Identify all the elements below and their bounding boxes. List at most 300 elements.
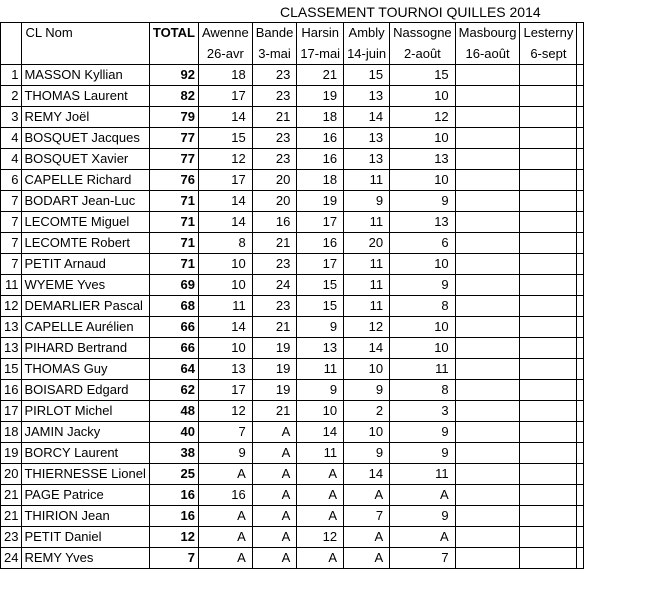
score-cell: A <box>252 548 297 569</box>
name-cell: PAGE Patrice <box>22 485 149 506</box>
empty-cell <box>577 170 584 191</box>
table-row <box>1 107 584 128</box>
score-cell: 16 <box>252 212 297 233</box>
score-cell: 10 <box>198 338 252 359</box>
score-cell <box>455 506 520 527</box>
score-cell: 9 <box>198 443 252 464</box>
score-cell: 15 <box>198 128 252 149</box>
total-cell: 25 <box>149 464 198 485</box>
rank-cell: 7 <box>1 233 22 254</box>
score-cell <box>455 443 520 464</box>
name-cell: BOISARD Edgard <box>22 380 149 401</box>
score-cell: 9 <box>390 422 456 443</box>
score-cell: 23 <box>252 149 297 170</box>
score-cell <box>520 128 577 149</box>
score-cell: 15 <box>297 275 344 296</box>
rank-cell: 24 <box>1 548 22 569</box>
table-row <box>1 464 584 485</box>
empty-cell <box>577 191 584 212</box>
score-cell <box>455 359 520 380</box>
score-cell: A <box>297 485 344 506</box>
score-cell <box>520 275 577 296</box>
name-cell: CAPELLE Richard <box>22 170 149 191</box>
score-cell: 11 <box>344 170 390 191</box>
table-row <box>1 212 584 233</box>
score-cell: 10 <box>198 275 252 296</box>
score-cell: 17 <box>198 380 252 401</box>
score-cell: 3 <box>390 401 456 422</box>
empty-cell <box>577 233 584 254</box>
name-cell: PETIT Daniel <box>22 527 149 548</box>
score-cell <box>455 275 520 296</box>
score-cell: 16 <box>297 149 344 170</box>
score-cell: 9 <box>390 191 456 212</box>
score-cell: 14 <box>198 107 252 128</box>
rank-cell: 6 <box>1 170 22 191</box>
score-cell <box>520 191 577 212</box>
total-cell: 66 <box>149 317 198 338</box>
score-cell: 23 <box>252 65 297 86</box>
name-cell: BOSQUET Jacques <box>22 128 149 149</box>
name-cell: PIRLOT Michel <box>22 401 149 422</box>
empty-cell <box>577 149 584 170</box>
score-cell: 20 <box>344 233 390 254</box>
empty-cell <box>577 401 584 422</box>
score-cell <box>520 233 577 254</box>
table-row <box>1 275 584 296</box>
name-cell: BOSQUET Xavier <box>22 149 149 170</box>
header-cell <box>22 44 149 65</box>
name-cell: REMY Joël <box>22 107 149 128</box>
score-cell: 12 <box>297 527 344 548</box>
score-cell: 11 <box>344 275 390 296</box>
score-cell <box>455 86 520 107</box>
score-cell: 19 <box>297 86 344 107</box>
empty-cell <box>577 128 584 149</box>
score-cell: 8 <box>198 233 252 254</box>
table-row <box>1 191 584 212</box>
total-cell: 82 <box>149 86 198 107</box>
table-row <box>1 149 584 170</box>
table-row <box>1 401 584 422</box>
score-cell <box>520 380 577 401</box>
name-cell: THOMAS Guy <box>22 359 149 380</box>
header-cell <box>1 44 22 65</box>
score-cell: A <box>390 527 456 548</box>
score-cell: 13 <box>344 149 390 170</box>
score-cell <box>520 86 577 107</box>
score-cell <box>455 254 520 275</box>
score-cell: 14 <box>198 317 252 338</box>
rank-cell: 2 <box>1 86 22 107</box>
score-cell: 17 <box>198 170 252 191</box>
total-cell: 69 <box>149 275 198 296</box>
score-cell: 15 <box>344 65 390 86</box>
score-cell <box>455 464 520 485</box>
empty-cell <box>577 506 584 527</box>
score-cell: 10 <box>198 254 252 275</box>
score-cell <box>455 149 520 170</box>
score-cell: 13 <box>344 86 390 107</box>
table-row <box>1 86 584 107</box>
score-cell: 17 <box>198 86 252 107</box>
empty-cell <box>577 359 584 380</box>
score-cell: 11 <box>390 359 456 380</box>
score-cell: 14 <box>344 464 390 485</box>
table-row <box>1 170 584 191</box>
sheet-title: CLASSEMENT TOURNOI QUILLES 2014 <box>280 4 541 20</box>
empty-cell <box>577 275 584 296</box>
header-date: 16-août <box>455 44 520 65</box>
name-cell: LECOMTE Robert <box>22 233 149 254</box>
table-row <box>1 422 584 443</box>
header-cell <box>577 44 584 65</box>
name-cell: LECOMTE Miguel <box>22 212 149 233</box>
score-cell: A <box>198 464 252 485</box>
rank-cell: 11 <box>1 275 22 296</box>
score-cell <box>520 464 577 485</box>
score-cell: 19 <box>252 338 297 359</box>
score-cell: 12 <box>344 317 390 338</box>
score-cell: 15 <box>297 296 344 317</box>
score-cell <box>520 422 577 443</box>
table-row <box>1 254 584 275</box>
header-venue: Awenne <box>198 23 252 44</box>
score-cell: 14 <box>198 212 252 233</box>
total-cell: 62 <box>149 380 198 401</box>
header-cell <box>149 44 198 65</box>
table-row <box>1 65 584 86</box>
score-cell <box>455 233 520 254</box>
score-cell <box>520 254 577 275</box>
total-cell: 77 <box>149 149 198 170</box>
score-cell: 20 <box>252 170 297 191</box>
score-cell <box>520 170 577 191</box>
name-cell: PIHARD Bertrand <box>22 338 149 359</box>
score-cell: 7 <box>198 422 252 443</box>
table-row <box>1 296 584 317</box>
score-cell: 10 <box>390 338 456 359</box>
score-cell: 13 <box>198 359 252 380</box>
score-cell: 10 <box>344 359 390 380</box>
score-cell: 14 <box>297 422 344 443</box>
table-row <box>1 527 584 548</box>
table-row <box>1 443 584 464</box>
score-cell: 18 <box>297 170 344 191</box>
name-cell: DEMARLIER Pascal <box>22 296 149 317</box>
empty-cell <box>577 527 584 548</box>
total-cell: 7 <box>149 548 198 569</box>
score-cell <box>455 338 520 359</box>
score-cell: A <box>297 548 344 569</box>
score-cell <box>520 359 577 380</box>
score-cell: 9 <box>344 443 390 464</box>
empty-cell <box>577 317 584 338</box>
score-cell <box>455 128 520 149</box>
rank-cell: 4 <box>1 149 22 170</box>
table-row <box>1 548 584 569</box>
rank-cell: 12 <box>1 296 22 317</box>
empty-cell <box>577 254 584 275</box>
name-cell: THIERNESSE Lionel <box>22 464 149 485</box>
score-cell: A <box>252 422 297 443</box>
rank-cell: 17 <box>1 401 22 422</box>
table-row <box>1 128 584 149</box>
total-cell: 40 <box>149 422 198 443</box>
score-cell: 23 <box>252 86 297 107</box>
name-cell: MASSON Kyllian <box>22 65 149 86</box>
score-cell <box>455 317 520 338</box>
table-row <box>1 380 584 401</box>
score-cell: 9 <box>390 275 456 296</box>
total-cell: 77 <box>149 128 198 149</box>
score-cell <box>455 65 520 86</box>
score-cell <box>520 548 577 569</box>
score-cell: 16 <box>198 485 252 506</box>
score-cell: 12 <box>198 401 252 422</box>
name-cell: CAPELLE Aurélien <box>22 317 149 338</box>
score-cell: 23 <box>252 128 297 149</box>
score-cell <box>455 485 520 506</box>
rank-cell: 7 <box>1 212 22 233</box>
header-cl-nom: CL Nom <box>22 23 149 44</box>
score-cell: 14 <box>344 338 390 359</box>
score-cell: 11 <box>198 296 252 317</box>
total-cell: 38 <box>149 443 198 464</box>
score-cell: 9 <box>390 443 456 464</box>
score-cell <box>455 380 520 401</box>
score-cell <box>520 107 577 128</box>
score-cell <box>520 212 577 233</box>
rank-cell: 13 <box>1 338 22 359</box>
header-date: 6-sept <box>520 44 577 65</box>
score-cell <box>455 527 520 548</box>
total-cell: 92 <box>149 65 198 86</box>
header-venue: Ambly <box>344 23 390 44</box>
score-cell <box>455 296 520 317</box>
score-cell: 10 <box>390 86 456 107</box>
score-cell: 13 <box>390 212 456 233</box>
empty-cell <box>577 338 584 359</box>
score-cell: 11 <box>390 464 456 485</box>
ranking-table <box>0 22 584 569</box>
rank-cell: 3 <box>1 107 22 128</box>
table-row <box>1 506 584 527</box>
score-cell: A <box>252 443 297 464</box>
score-cell: 11 <box>297 443 344 464</box>
score-cell: 9 <box>390 506 456 527</box>
name-cell: WYEME Yves <box>22 275 149 296</box>
score-cell: 13 <box>390 149 456 170</box>
score-cell: 11 <box>297 359 344 380</box>
score-cell: 14 <box>344 107 390 128</box>
rank-cell: 21 <box>1 506 22 527</box>
header-venue: Masbourg <box>455 23 520 44</box>
header-cell <box>1 23 22 44</box>
score-cell: A <box>390 485 456 506</box>
score-cell: 8 <box>390 380 456 401</box>
score-cell: 11 <box>344 296 390 317</box>
score-cell: 8 <box>390 296 456 317</box>
score-cell: 10 <box>390 128 456 149</box>
rank-cell: 15 <box>1 359 22 380</box>
score-cell: 6 <box>390 233 456 254</box>
score-cell: 24 <box>252 275 297 296</box>
score-cell: 21 <box>252 401 297 422</box>
score-cell: 23 <box>252 296 297 317</box>
score-cell <box>520 296 577 317</box>
total-cell: 48 <box>149 401 198 422</box>
score-cell <box>455 548 520 569</box>
score-cell: 17 <box>297 254 344 275</box>
score-cell: A <box>198 527 252 548</box>
name-cell: BODART Jean-Luc <box>22 191 149 212</box>
rank-cell: 23 <box>1 527 22 548</box>
score-cell: 11 <box>344 254 390 275</box>
total-cell: 16 <box>149 485 198 506</box>
score-cell: 9 <box>344 380 390 401</box>
score-cell: 13 <box>297 338 344 359</box>
score-cell: A <box>344 548 390 569</box>
empty-cell <box>577 464 584 485</box>
rank-cell: 21 <box>1 485 22 506</box>
score-cell <box>455 401 520 422</box>
score-cell: 18 <box>198 65 252 86</box>
name-cell: PETIT Arnaud <box>22 254 149 275</box>
rank-cell: 13 <box>1 317 22 338</box>
header-date: 14-juin <box>344 44 390 65</box>
score-cell: 21 <box>297 65 344 86</box>
header-date: 26-avr <box>198 44 252 65</box>
total-cell: 79 <box>149 107 198 128</box>
score-cell: 12 <box>198 149 252 170</box>
total-cell: 64 <box>149 359 198 380</box>
rank-cell: 18 <box>1 422 22 443</box>
name-cell: BORCY Laurent <box>22 443 149 464</box>
score-cell: A <box>252 485 297 506</box>
score-cell: 19 <box>252 359 297 380</box>
header-total: TOTAL <box>149 23 198 44</box>
score-cell: 13 <box>344 128 390 149</box>
score-cell: 16 <box>297 128 344 149</box>
score-cell <box>520 65 577 86</box>
score-cell <box>455 107 520 128</box>
score-cell: A <box>252 527 297 548</box>
empty-cell <box>577 548 584 569</box>
header-row-venues <box>1 23 584 44</box>
table-row <box>1 338 584 359</box>
score-cell: 12 <box>390 107 456 128</box>
header-date: 17-mai <box>297 44 344 65</box>
empty-cell <box>577 422 584 443</box>
score-cell <box>520 317 577 338</box>
score-cell <box>520 443 577 464</box>
score-cell: 9 <box>297 317 344 338</box>
header-date: 2-août <box>390 44 456 65</box>
header-venue: Nassogne <box>390 23 456 44</box>
header-venue: Bande <box>252 23 297 44</box>
empty-cell <box>577 443 584 464</box>
total-cell: 71 <box>149 254 198 275</box>
score-cell: 21 <box>252 317 297 338</box>
rank-cell: 19 <box>1 443 22 464</box>
score-cell <box>520 149 577 170</box>
score-cell: 23 <box>252 254 297 275</box>
score-cell: 9 <box>344 191 390 212</box>
header-date: 3-mai <box>252 44 297 65</box>
score-cell: 19 <box>297 191 344 212</box>
empty-cell <box>577 485 584 506</box>
header-cell <box>577 23 584 44</box>
score-cell: 10 <box>297 401 344 422</box>
score-cell <box>520 506 577 527</box>
score-cell: A <box>252 506 297 527</box>
score-cell <box>455 191 520 212</box>
score-cell: 15 <box>390 65 456 86</box>
score-cell: A <box>198 506 252 527</box>
score-cell: 9 <box>297 380 344 401</box>
total-cell: 68 <box>149 296 198 317</box>
empty-cell <box>577 86 584 107</box>
score-cell: 11 <box>344 212 390 233</box>
score-cell: 10 <box>390 170 456 191</box>
score-cell <box>520 401 577 422</box>
score-cell: 21 <box>252 233 297 254</box>
score-cell: 19 <box>252 380 297 401</box>
total-cell: 71 <box>149 212 198 233</box>
table-row <box>1 485 584 506</box>
empty-cell <box>577 65 584 86</box>
header-venue: Lesterny <box>520 23 577 44</box>
name-cell: THOMAS Laurent <box>22 86 149 107</box>
name-cell: JAMIN Jacky <box>22 422 149 443</box>
rank-cell: 4 <box>1 128 22 149</box>
total-cell: 71 <box>149 233 198 254</box>
score-cell: 2 <box>344 401 390 422</box>
rank-cell: 20 <box>1 464 22 485</box>
score-cell: 10 <box>390 254 456 275</box>
table-row <box>1 233 584 254</box>
empty-cell <box>577 107 584 128</box>
table-row <box>1 359 584 380</box>
score-cell: 18 <box>297 107 344 128</box>
score-cell <box>520 527 577 548</box>
total-cell: 71 <box>149 191 198 212</box>
name-cell: REMY Yves <box>22 548 149 569</box>
score-cell: 14 <box>198 191 252 212</box>
score-cell: 17 <box>297 212 344 233</box>
total-cell: 12 <box>149 527 198 548</box>
score-cell: 7 <box>344 506 390 527</box>
score-cell: A <box>297 464 344 485</box>
score-cell: 21 <box>252 107 297 128</box>
rank-cell: 7 <box>1 191 22 212</box>
score-cell <box>520 485 577 506</box>
rank-cell: 7 <box>1 254 22 275</box>
score-cell: A <box>344 485 390 506</box>
score-cell: 7 <box>390 548 456 569</box>
name-cell: THIRION Jean <box>22 506 149 527</box>
score-cell <box>455 212 520 233</box>
total-cell: 76 <box>149 170 198 191</box>
score-cell <box>520 338 577 359</box>
header-row-dates <box>1 44 584 65</box>
score-cell <box>455 170 520 191</box>
score-cell: A <box>344 527 390 548</box>
score-cell: 16 <box>297 233 344 254</box>
score-cell: A <box>252 464 297 485</box>
total-cell: 16 <box>149 506 198 527</box>
